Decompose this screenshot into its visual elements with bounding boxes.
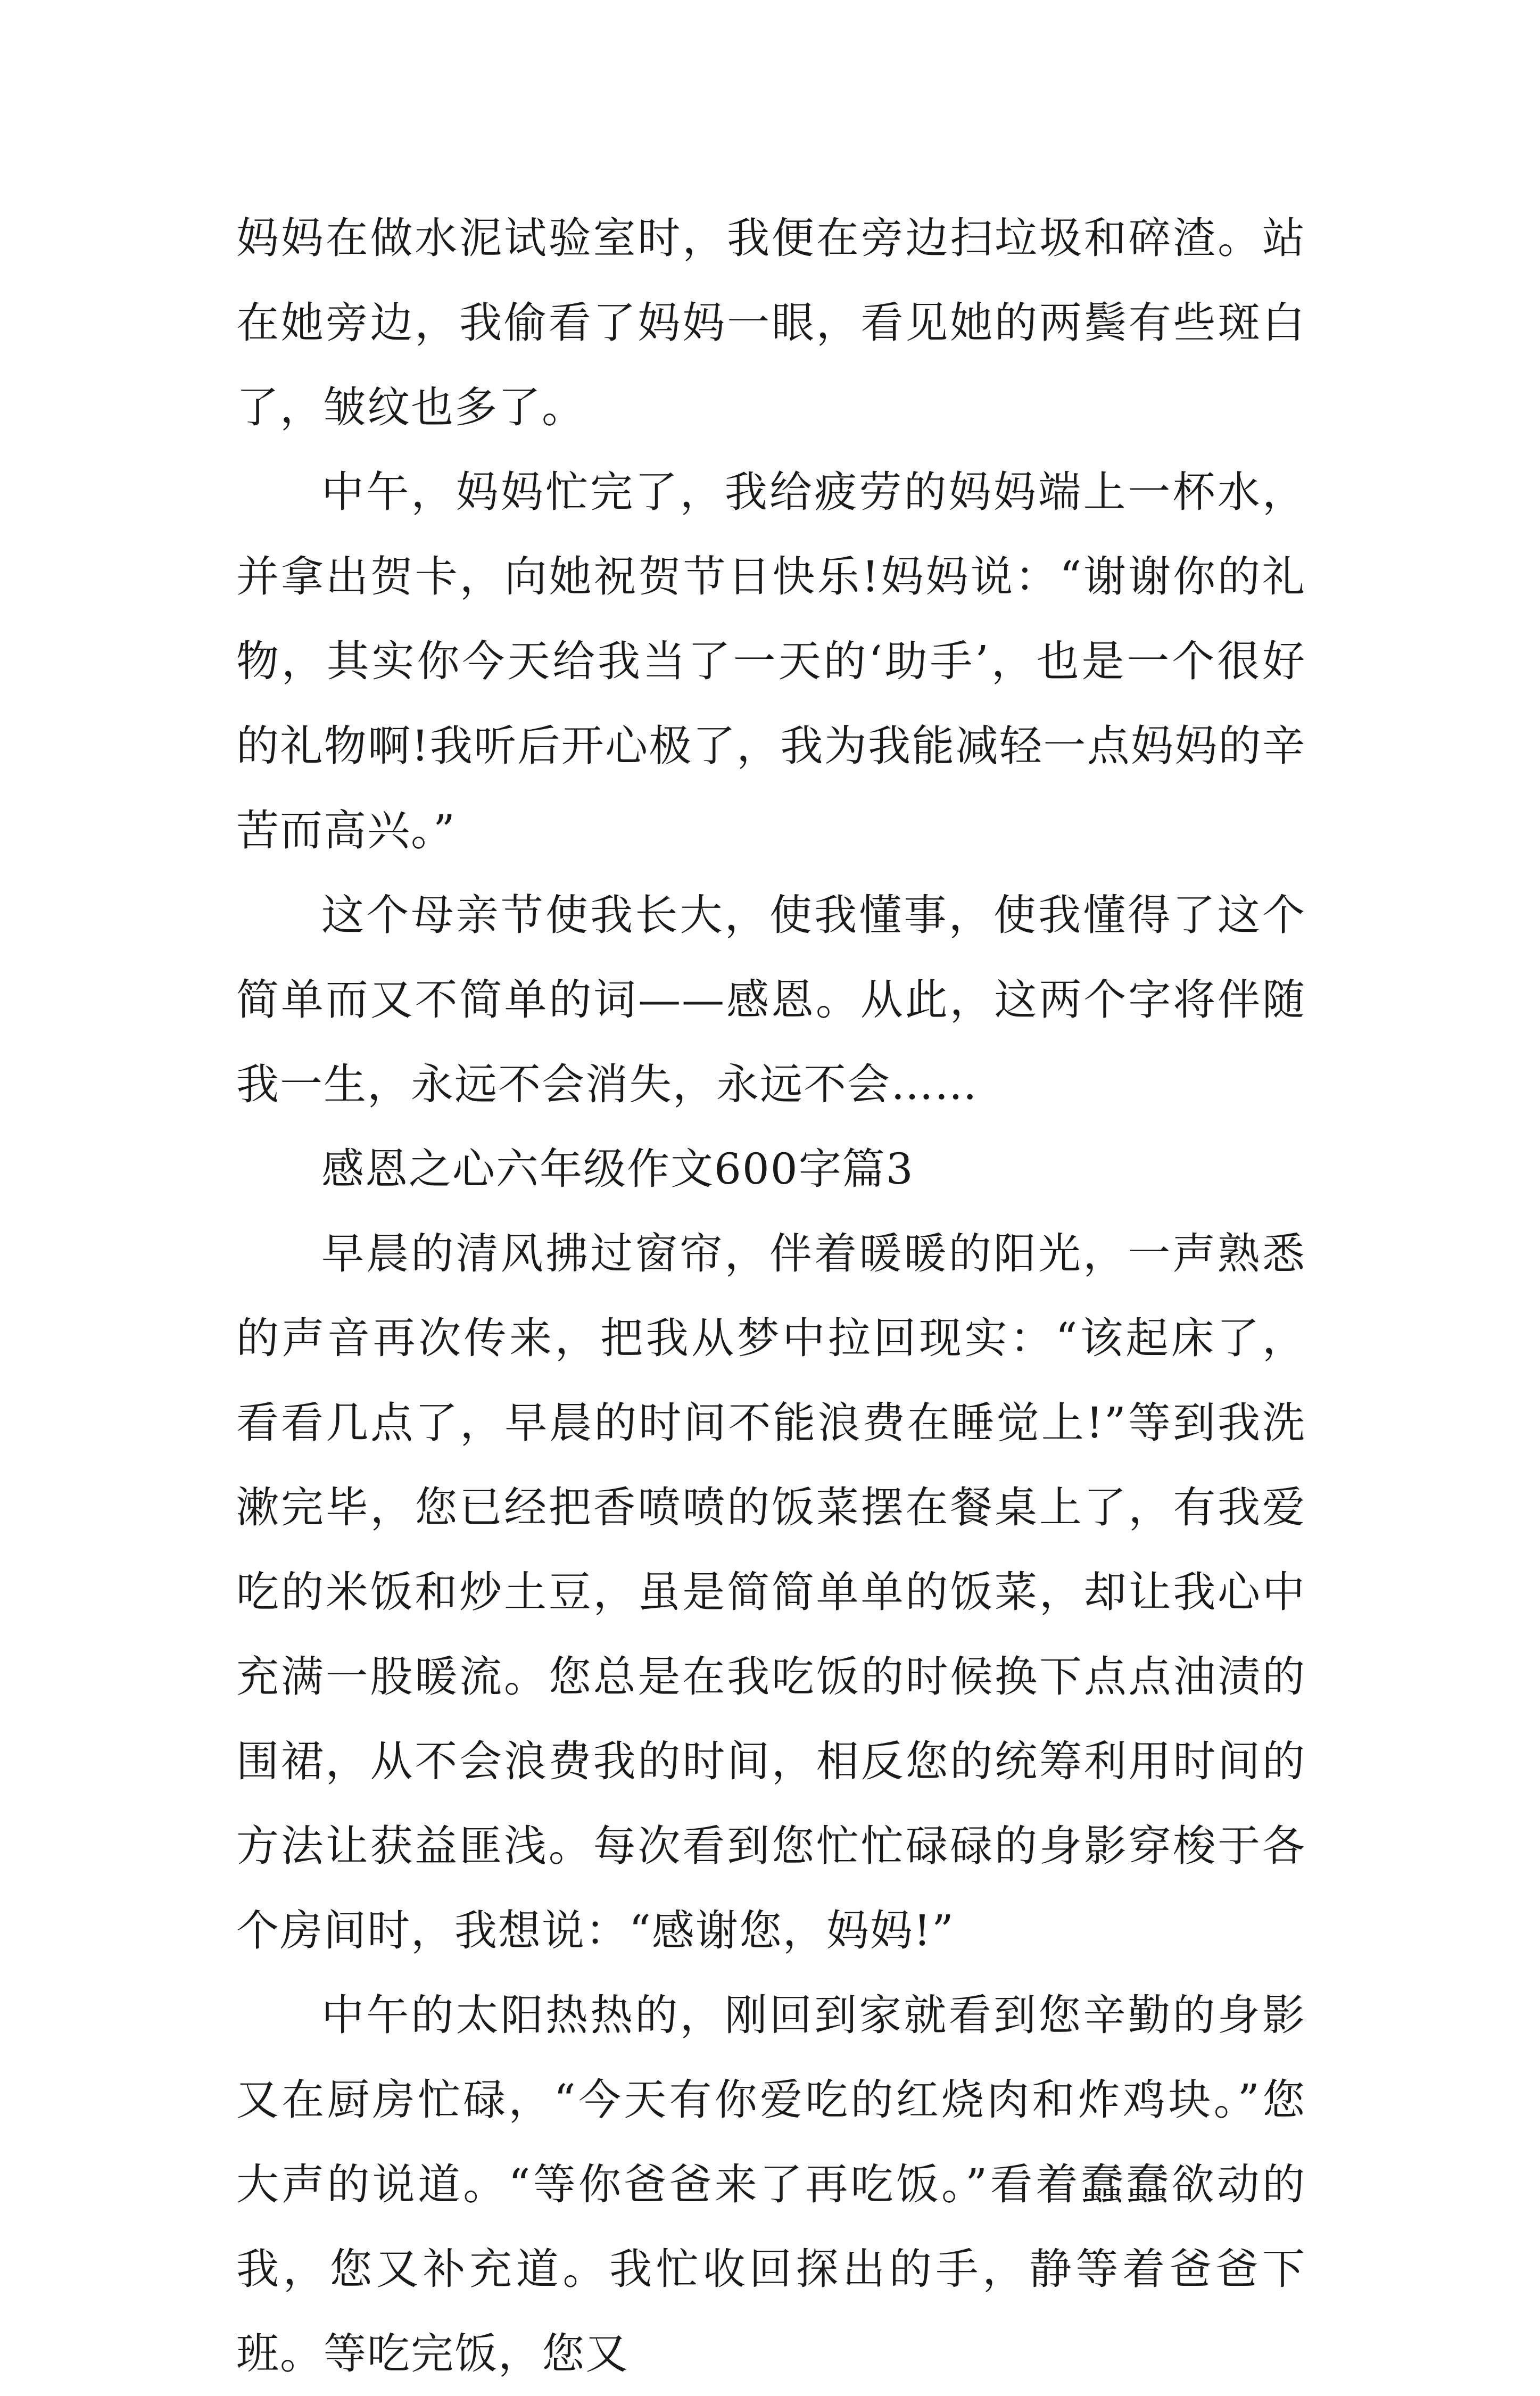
paragraph-3: 这个母亲节使我长大，使我懂事，使我懂得了这个简单而又不简单的词——感恩。从此，这两个字将伴随我一生，永远不会消失，永远不会…… — [236, 890, 1306, 1109]
document-body — [236, 196, 1306, 2396]
paragraph-2: 中午，妈妈忙完了，我给疲劳的妈妈端上一杯水，并拿出贺卡，向她祝贺节日快乐!妈妈说：“谢谢你的礼物，其实你今天给我当了一天的‘助手’，也是一个很好的礼物啊!我听后开心极了，我为我能减轻一点妈妈的辛苦而高兴。” — [236, 467, 1306, 855]
section-heading: 感恩之心六年级作文600字篇3 — [321, 1144, 914, 1194]
paragraph-4: 早晨的清风拂过窗帘，伴着暖暖的阳光，一声熟悉的声音再次传来，把我从梦中拉回现实：“该起床了，看看几点了，早晨的时间不能浪费在睡觉上!”等到我洗漱完毕，您已经把香喷喷的饭菜摆在餐桌上了，有我爱吃的米饭和炒土豆，虽是简简单单的饭菜，却让我心中充满一股暖流。您总是在我吃饭的时候换下点点油渍的围裙，从不会浪费我的时间，相反您的统筹利用时间的方法让获益匪浅。每次看到您忙忙碌碌的身影穿梭于各个房间时，我想说：“感谢您，妈妈!” — [236, 1229, 1306, 1955]
paragraph-1: 妈妈在做水泥试验室时，我便在旁边扫垃圾和碎渣。站在她旁边，我偷看了妈妈一眼，看见她的两鬓有些斑白了，皱纹也多了。 — [236, 213, 1306, 432]
paragraph-5: 中午的太阳热热的，刚回到家就看到您辛勤的身影又在厨房忙碌，“今天有你爱吃的红烧肉和炸鸡块。”您大声的说道。“等你爸爸来了再吃饭。”看着蠢蠢欲动的我，您又补充道。我忙收回探出的手，静等着爸爸下班。等吃完饭，您又 — [236, 1990, 1306, 2378]
